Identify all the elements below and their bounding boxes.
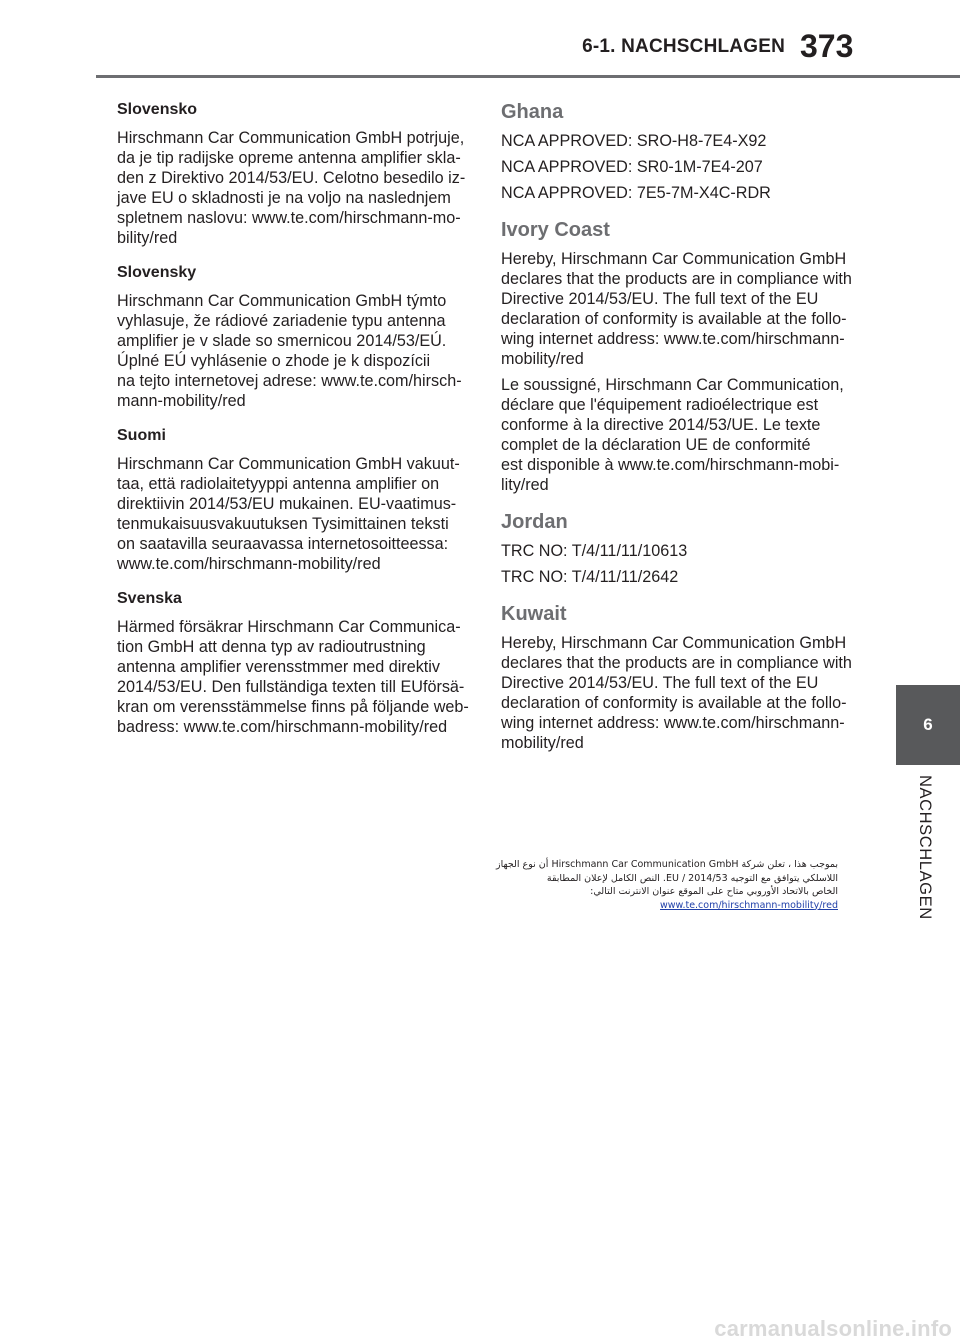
text-line: vyhlasuje, že rádiové zariadenie typu antenna — [117, 312, 446, 330]
text-line: wing internet address: www.te.com/hirschmann- — [501, 714, 845, 732]
country-heading: Ivory Coast — [501, 219, 610, 241]
text-line: Directive 2014/53/EU. The full text of the EU — [501, 674, 819, 692]
section-title: 6-1. NACHSCHLAGEN — [582, 36, 785, 57]
text-line: www.te.com/hirschmann-mobility/red — [117, 555, 381, 573]
arabic-line-2: اللاسلكي يتوافق مع التوجيه 2014/53 / EU. النص الكامل لإعلان المطابقة — [546, 872, 838, 884]
language-section — [117, 100, 469, 248]
left-column — [117, 100, 469, 752]
country-heading: Kuwait — [501, 603, 567, 625]
text-line: Hirschmann Car Communication GmbH potrjuje, — [117, 129, 465, 147]
text-line: lity/red — [501, 476, 549, 494]
language-heading: Slovensko — [117, 101, 198, 118]
text-line: tion GmbH att denna typ av radioutrustning — [117, 638, 426, 656]
text-line: mobility/red — [501, 734, 584, 752]
text-line: déclare que l'équipement radioélectrique est — [501, 396, 819, 414]
page-number: 373 — [800, 28, 854, 64]
text-line: amplifier je v slade so smernicou 2014/53/EÚ. — [117, 332, 447, 350]
language-paragraph — [117, 454, 469, 574]
language-paragraph — [117, 291, 469, 411]
text-line: est disponible à www.te.com/hirschmann-mobi- — [501, 456, 840, 474]
text-line: on saatavilla seuraavassa internetosoitteessa: — [117, 535, 449, 553]
text-line: declaration of conformity is available at the follo- — [501, 694, 847, 712]
text-line: complet de la déclaration UE de conformité — [501, 436, 811, 454]
chapter-tab[interactable]: 6 — [896, 685, 960, 765]
text-line: NCA APPROVED: 7E5-7M-X4C-RDR — [501, 184, 771, 202]
country-section — [501, 218, 856, 495]
text-line: wing internet address: www.te.com/hirschmann- — [501, 330, 845, 348]
language-section — [117, 426, 469, 574]
country-heading: Ghana — [501, 101, 564, 123]
text-line: Hirschmann Car Communication GmbH týmto — [117, 292, 447, 310]
arabic-line-3: الخاص بالاتحاد الأوروبي متاح على الموقع عنوان الانترنت التالي: — [590, 886, 838, 897]
text-line: jave EU o skladnosti je na voljo na naslednjem — [117, 189, 451, 207]
language-section — [117, 589, 469, 737]
country-heading: Jordan — [501, 511, 568, 533]
header-divider — [96, 75, 960, 78]
country-paragraph — [501, 541, 856, 561]
country-paragraph — [501, 249, 856, 369]
text-line: na tejto internetovej adrese: www.te.com/hirsch- — [117, 372, 462, 390]
arabic-line-1: بموجب هذا ، تعلن شركة Hirschmann Car Communication GmbH أن نوع الجهاز — [496, 859, 838, 870]
text-line: kran om verensstämmelse finns på följande web- — [117, 698, 469, 716]
text-line: Hirschmann Car Communication GmbH vakuut- — [117, 455, 460, 473]
text-line: da je tip radijske opreme antenna amplifier skla- — [117, 149, 461, 167]
text-line: mobility/red — [501, 350, 584, 368]
language-heading: Slovensky — [117, 264, 197, 281]
text-line: TRC NO: T/4/11/11/10613 — [501, 542, 688, 560]
text-line: den z Direktivo 2014/53/EU. Celotno besedilo iz- — [117, 169, 466, 187]
text-line: tenmukaisuusvakuutuksen Tysimittainen teksti — [117, 515, 449, 533]
text-line: Úplné EÚ vyhlásenie o zhode je k dispozícii — [117, 352, 431, 370]
declaration-link[interactable]: www.te.com/hirschmann-mobility/red — [660, 899, 838, 911]
text-line: spletnem naslovu: www.te.com/hirschmann-mo- — [117, 209, 461, 227]
country-section — [501, 602, 856, 753]
country-paragraph — [501, 633, 856, 753]
text-line: bility/red — [117, 229, 178, 247]
language-paragraph — [117, 617, 469, 737]
text-line: Le soussigné, Hirschmann Car Communication, — [501, 376, 844, 394]
text-line: Härmed försäkrar Hirschmann Car Communica- — [117, 618, 461, 636]
watermark: carmanualsonline.info — [714, 1316, 952, 1341]
text-line: NCA APPROVED: SR0-1M-7E4-207 — [501, 158, 763, 176]
text-line: declaration of conformity is available at the follo- — [501, 310, 847, 328]
text-line: mann-mobility/red — [117, 392, 246, 410]
country-paragraph — [501, 375, 856, 495]
text-line: NCA APPROVED: SRO-H8-7E4-X92 — [501, 132, 767, 150]
country-paragraph — [501, 183, 856, 203]
text-line: declares that the products are in compliance with — [501, 270, 852, 288]
chapter-side-label: NACHSCHLAGEN — [916, 775, 934, 920]
country-paragraph — [501, 567, 856, 587]
language-heading: Svenska — [117, 590, 182, 607]
text-line: taa, että radiolaitetyyppi antenna amplifier on — [117, 475, 440, 493]
text-line: direktiivin 2014/53/EU mukainen. EU-vaatimus- — [117, 495, 457, 513]
text-line: Hereby, Hirschmann Car Communication GmbH — [501, 250, 847, 268]
right-column — [501, 100, 856, 768]
text-line: Hereby, Hirschmann Car Communication GmbH — [501, 634, 847, 652]
text-line: Directive 2014/53/EU. The full text of the EU — [501, 290, 819, 308]
country-paragraph — [501, 157, 856, 177]
text-line: antenna amplifier verensstmmer med direktiv — [117, 658, 440, 676]
language-heading: Suomi — [117, 427, 166, 444]
arabic-declaration — [496, 858, 838, 912]
text-line: 2014/53/EU. Den fullständiga texten till EUförsä- — [117, 678, 465, 696]
language-section — [117, 263, 469, 411]
country-paragraph — [501, 131, 856, 151]
text-line: badress: www.te.com/hirschmann-mobility/red — [117, 718, 448, 736]
country-section — [501, 100, 856, 203]
language-paragraph — [117, 128, 469, 248]
text-line: declares that the products are in compliance with — [501, 654, 852, 672]
text-line: conforme à la directive 2014/53/UE. Le texte — [501, 416, 821, 434]
text-line: TRC NO: T/4/11/11/2642 — [501, 568, 679, 586]
country-section — [501, 510, 856, 587]
